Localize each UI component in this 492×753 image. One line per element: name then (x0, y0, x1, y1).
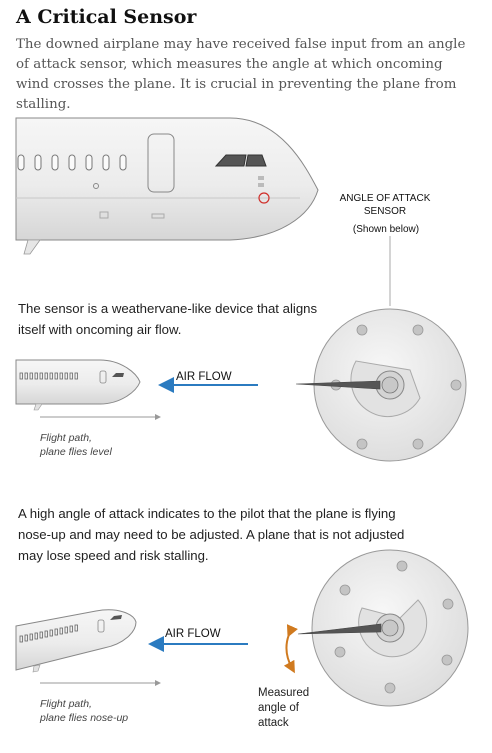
paragraph-level-flight: The sensor is a weathervane-like device that aligns itself with oncoming air flow. (18, 301, 318, 337)
sensor-callout-sublabel: (Shown below) (352, 224, 420, 235)
sensor-callout-label: ANGLE OF ATTACK SENSOR (339, 193, 431, 217)
angle-arc (286, 632, 292, 668)
paragraph-noseup-flight: A high angle of attack indicates to the pilot that the plane is flying nose-up and may need to be adjusted. A plane that is not adjusted may lose speed and risk stalling. (18, 506, 405, 563)
page-title: A Critical Sensor (16, 6, 197, 28)
intro-text: The downed airplane may have received false input from an angle of attack sensor, which measures the angle at which oncoming wind crosses the plane. It is crucial in preventing the plane from stalling. (16, 37, 466, 112)
measured-angle-label: Measured angle of attack (258, 687, 310, 729)
airplane-small-level (16, 360, 140, 410)
flight-path-caption-level: Flight path, plane flies level (40, 432, 112, 458)
sensor-disc-level (296, 309, 466, 461)
air-flow-label-noseup: AIR FLOW (165, 628, 221, 640)
sensor-disc-noseup (286, 550, 468, 706)
flight-path-caption-noseup: Flight path, plane flies nose-up (40, 698, 129, 724)
airplane-small-noseup (16, 610, 136, 672)
airplane-nose-large (16, 118, 318, 254)
air-flow-label-level: AIR FLOW (176, 371, 232, 383)
